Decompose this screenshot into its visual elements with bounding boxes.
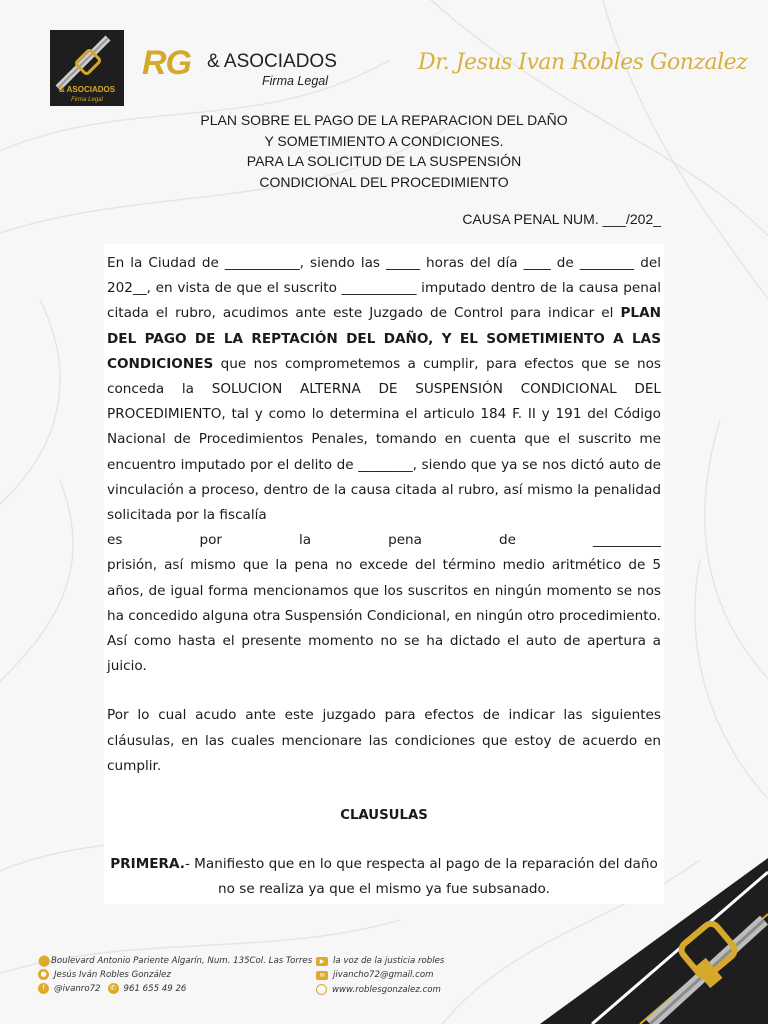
footer-address-text: Boulevard Antonio Pariente Algarín, Num. 135Col. Las Torres bbox=[51, 955, 313, 966]
clause-primera-text: - Manifiesto que en lo que respecta al pago de la reparación del daño no se realiza ya que el mismo ya fue subsanado. bbox=[184, 856, 658, 898]
spread-word: por bbox=[199, 532, 222, 549]
footer-website-text[interactable]: www.roblesgonzalez.com bbox=[332, 984, 441, 995]
footer-name-text: Jesús Iván Robles González bbox=[54, 969, 171, 980]
title-line: PLAN SOBRE EL PAGO DE LA REPARACION DEL DAÑO bbox=[200, 112, 568, 128]
paragraph-1-text-a: En la Ciudad de ___________, siendo las _____ horas del día ____ de ________ del 202__, en vista de que el suscrito ___________ imputado dentro de la causa penal citada el rubro, acudimos ante este Juzgado de Control para indicar el bbox=[107, 255, 661, 322]
footer-phone[interactable]: 961 655 49 26 bbox=[123, 983, 187, 994]
title-line: CONDICIONAL DEL PROCEDIMIENTO bbox=[259, 173, 509, 190]
causa-penal-number: CAUSA PENAL NUM. ___/202_ bbox=[462, 211, 661, 227]
footer-email-text[interactable]: jivancho72@gmail.com bbox=[333, 970, 434, 980]
footer-instagram[interactable]: @ivanro72 bbox=[54, 983, 101, 994]
clausulas-heading: CLAUSULAS bbox=[340, 808, 428, 824]
brand-firma-legal: Firma Legal bbox=[262, 74, 328, 88]
facebook-icon: f bbox=[38, 983, 49, 994]
spread-word: pena bbox=[388, 532, 423, 549]
logo-text-line1: & ASOCIADOS bbox=[58, 85, 116, 94]
paragraph-2: Por lo cual acudo ante este juzgado para efectos de indicar las siguientes cláusulas, en las cuales mencionare las condiciones que estoy de acuerdo en cumplir. bbox=[107, 707, 661, 774]
spread-word: de bbox=[499, 532, 516, 549]
spread-word: la bbox=[298, 532, 312, 549]
paragraph-1-text-b: que nos comprometemos a cumplir, para efectos que se nos conceda la SOLUCION ALTERNA DE SUSPENSIÓN CONDICIONAL DEL PROCEDIMIENTO, tal y como lo determina el articulo 184 F. II y 191 del Código Nacional de Procedimientos Penales, tomando en cuenta que el suscrito me encuentro imputado por el delito de ________, siendo que ya se nos dictó auto de vinculación a proceso, dentro de la causa citada al rubro, así mismo la penalidad solicitada por la fiscalía bbox=[107, 355, 661, 524]
logo-text-line2: Firma Legal bbox=[71, 97, 103, 103]
whatsapp-icon: ✆ bbox=[108, 983, 119, 994]
footer-youtube-text[interactable]: la voz de la justicia robles bbox=[333, 956, 445, 966]
youtube-icon: ▶ bbox=[316, 957, 328, 966]
brand-rg: RG bbox=[142, 44, 191, 82]
title-line: PARA LA SOLICITUD DE LA SUSPENSIÓN bbox=[246, 153, 522, 169]
location-pin-icon: ⬤ bbox=[38, 954, 51, 967]
clause-primera-label: PRIMERA. bbox=[110, 856, 185, 873]
title-line: Y SOMETIMIENTO A CONDICIONES. bbox=[264, 132, 504, 149]
paragraph-1-end: prisión, así mismo que la pena no excede del término medio aritmético de 5 años, de igual forma mencionamos que los suscritos en ningún momento se nos ha concedido alguna otra Suspensión Condicional, en ningún otro procedimiento. Así como hasta el presente momento no se ha dictado el auto de apertura a juicio. bbox=[107, 557, 661, 675]
brand-asociados: & ASOCIADOS bbox=[207, 51, 337, 72]
person-icon: ● bbox=[38, 969, 49, 980]
spread-word: es bbox=[107, 532, 123, 549]
signature: Dr. Jesus Ivan Robles Gonzalez bbox=[418, 50, 748, 75]
spread-word: __________ bbox=[592, 532, 661, 549]
paragraph-1-bold: PLAN DEL PAGO DE LA REPTACIÓN DEL DAÑO, Y EL SOMETIMIENTO A LAS CONDICIONES bbox=[107, 305, 661, 372]
mail-icon: ✉ bbox=[316, 971, 328, 980]
